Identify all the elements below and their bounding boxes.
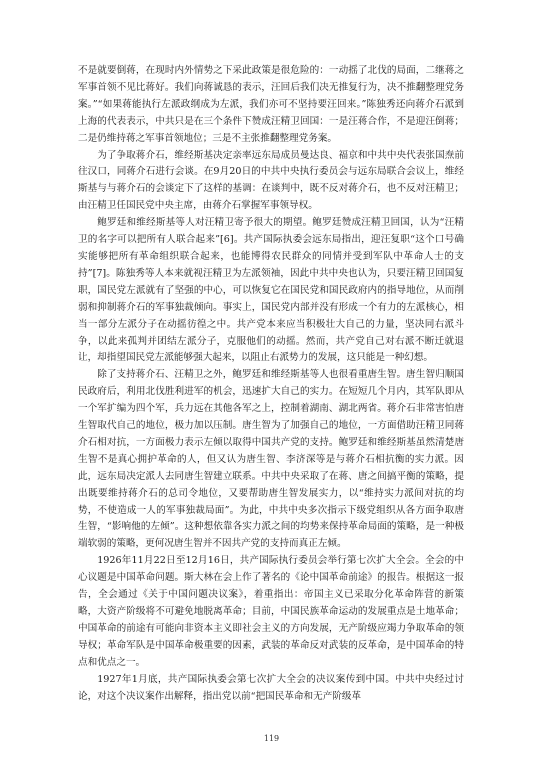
page-number: 119 — [263, 734, 280, 743]
paragraph: 除了支持蒋介石、汪精卫之外，鲍罗廷和维经斯基等人也很看重唐生智。唐生智归顺国民政府后，利用北伐胜利进军的机会，迅速扩大自己的实力。在短短几个月内，其军队即从一个军扩编为四个军，兵力远在其他各军之上，控制着湖南、湖北两省。蒋介石非常害怕唐生智取代自己的地位，极力加以压制。唐生智为了加强自己的地位，一方面借助汪精卫同蒋介石相对抗，一方面极力表示左倾以取得中国共产党的支持。鲍罗廷和维经斯基虽然清楚唐生智不是真心拥护革命的人，但又认为唐生智、李济深等是与蒋介石相抗衡的实力派。因此，远东局决定派人去同唐生智建立联系。中共中央采取了在蒋、唐之间搞平衡的策略，提出既要维持蒋介石的总司令地位，又要帮助唐生智发展实力，以“维持实力派间对抗的均势，不使造成一人的军事独裁局面”。为此，中共中央多次指示下级党组织从各方面争取唐生智，“影响他的左倾”。这种想依靠各实力派之间的均势来保持革命局面的策略，是一种极端软弱的策略，更何况唐生智并不因共产党的支持而真正左倾。 — [78, 369, 464, 550]
body-text — [78, 63, 464, 705]
paragraph: 1927年1月底，共产国际执委会第七次扩大全会的决议案传到中国。中共中央经过讨论，对这个决议案作出解释，指出党以前“把国民革命和无产阶级革 — [78, 673, 464, 702]
paragraph: 不是就要倒蒋，在现时内外情势之下采此政策是很危险的：一动摇了北伐的局面，二继蒋之军事首领不见比蒋好。我们向蒋诚恳的表示，汪回后我们决无推复行为，决不推翻整理党务案。”“如果蒋能执行左派政纲成为左派，我们亦可不坚持要汪回来。”陈独秀还向蒋介石派到上海的代表表示，中共只是在三个条件下赞成汪精卫回国：一是汪蒋合作，不是迎汪倒蒋；二是仍维持蒋之军事首领地位；三是不主张推翻整理党务案。 — [78, 65, 464, 144]
paragraph: 为了争取蒋介石，维经斯基决定亲率远东局成员曼达良、福京和中共中央代表张国焘前往汉口，同蒋介石进行会谈。在9月20日的中共中央执行委员会与远东局联合会议上，维经斯基与与蒋介石的会谈定下了这样的基调：在谈判中，既不反对蒋介石，也不反对汪精卫；由汪精卫任国民党中央主席，由蒋介石掌握军事领导权。 — [78, 149, 464, 212]
paragraph: 鲍罗廷和维经斯基等人对汪精卫寄予很大的期望。鲍罗廷赞成汪精卫回国，认为“汪精卫的名字可以把所有人联合起来”[6]。共产国际执委会远东局指出，迎汪复职“这个口号确实能够把所有革命组织联合起来，也能博得农民群众的同情并受到军队中革命人士的支持”[7]。陈独秀等人本来就视汪精卫为左派领袖，因此中共中央也认为，只要汪精卫回国复职，国民党左派就有了坚强的中心，可以恢复它在国民党和国民政府内的指导地位，从而削弱和抑制蒋介石的军事独裁倾向。事实上，国民党内部并没有形成一个有力的左派核心，相当一部分左派分子在动摇彷徨之中。共产党本来应当积极壮大自己的力量，坚决同右派斗争，以此来孤判并团结左派分子，克服他们的动摇。然而，共产党自己对右派不断迁就退让，却指望国民党左派能够强大起来，以阻止右派势力的发展，这只能是一种幻想。 — [78, 217, 464, 364]
paragraph: 1926年11月22日至12月16日，共产国际执行委员会举行第七次扩大全会。全会的中心议题是中国革命问题。斯大林在会上作了著名的《论中国革命前途》的报告。根据这一报告，全会通过《关于中国问题决议案》，着重指出：帝国主义已采取分化革命阵营的新策略，大资产阶级将不可避免地脱离革命；目前，中国民族革命运动的发展重点是土地革命；中国革命的前途有可能向非资本主义即社会主义的方向发展，无产阶级应竭力争取革命的领导权；革命军队是中国革命极重要的因素，武装的革命反对武装的反革命，是中国革命的特点和优点之一。 — [78, 555, 464, 668]
